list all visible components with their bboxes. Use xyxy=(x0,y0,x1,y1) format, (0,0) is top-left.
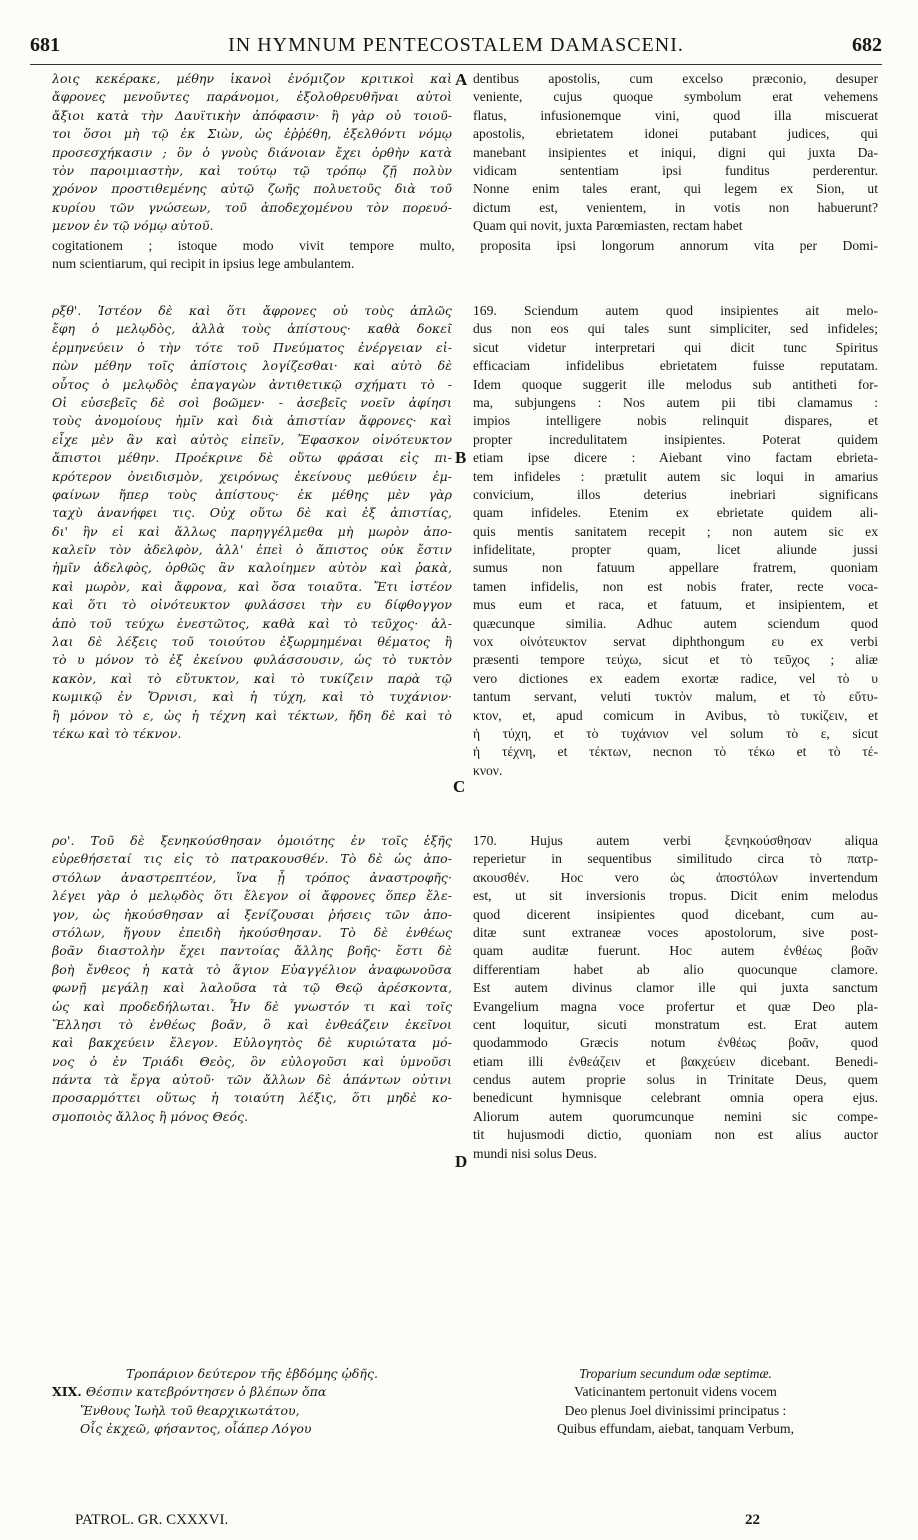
margin-marker-d: D xyxy=(455,1152,468,1171)
text-line: ρξθ'. Ἰστέον δὲ καὶ ὅτι ἄφρονες οὐ τοὺς ἁπλῶς xyxy=(52,303,452,318)
text-line: cendus autem proprie solus in Trinitate Deus, quem xyxy=(473,1072,878,1088)
text-line: præsenti tempore τεύχω, sicut et τὸ τεῦχος ; aliæ xyxy=(473,652,878,668)
latin-block-2 xyxy=(473,302,878,780)
text-line: mus eum et raca, et fatuum, et insipientem, et xyxy=(473,597,878,613)
text-line: κρότερον ὀνειδισμὸν, χειρόνως ἐκείνους μεθύειν ἐμ- xyxy=(52,468,452,484)
text-line: τέκω καὶ τὸ τέκνον. xyxy=(52,725,182,741)
text-line: tantum servant, veluti τυκτὸν malum, et τὸ εὔτυ- xyxy=(473,689,878,705)
text-line: quam auditæ fuerunt. Hoc autem ἐνθέως βοᾶν xyxy=(473,943,878,959)
text-line: ma, subjungens : Nos autem pii tibi clamamus : xyxy=(473,394,878,410)
text-line: τὸ υ μόνον τὸ ἐξ ἐκείνου φυλάσσουσιν, ὡς τὸ τυκτὸν xyxy=(52,652,452,668)
text-line: differentiam habet ab alio quocunque clamore. xyxy=(473,961,878,977)
text-line: δι' ἣν εἰ καὶ ἄλλως παρηγγέλμεθα μὴ μωρὸν ἀπο- xyxy=(52,523,452,539)
greek-block-3 xyxy=(52,832,452,1126)
text-line: προσαρμόττει οὕτως ἡ τοιαύτη λέξις, ὅτι μηδὲ κο- xyxy=(52,1090,452,1106)
margin-marker-b: B xyxy=(455,448,467,467)
text-line: Quam qui novit, juxta Parœmiasten, rectam habet xyxy=(473,218,743,234)
text-line: Est autem divinus clamor ille qui juxta sanctum xyxy=(473,980,878,996)
text-line: vero dictiones ex eadem exortæ radice, vel τὸ υ xyxy=(473,670,878,686)
text-line: προσεσχήκασιν ; ὃν ὁ γνοὺς διάνοιαν ἔχει ὀρθὴν κατὰ xyxy=(52,144,452,160)
text-line: Οἱ εὐσεβεῖς δὲ σοὶ βοῶμεν· - ἀσεβεῖς νοεῖν ἀφίησι xyxy=(52,394,452,410)
text-line: νος ὁ ἐν Τριάδι Θεὸς, ὃν εὐλογοῦσι καὶ ὑμνοῦσι xyxy=(52,1053,452,1069)
text-line: etiam illi ἐνθεάζειν et βακχεύειν dicebant. Benedi- xyxy=(473,1053,878,1069)
page-header xyxy=(30,34,882,65)
greek-hymn-heading: Τροπάριον δεύτερον τῆς ἑβδόμης ᾠδῆς. xyxy=(125,1366,379,1381)
text-line: καὶ μωρὸν, καὶ ἄφρονα, καὶ ὅσα τοιαῦτα. Ἔτι ἰστέον xyxy=(52,578,452,594)
text-line: κυρίου τῶν γνώσεων, τοῦ ἀποδεχομένου τὸν πορευό- xyxy=(52,199,452,215)
text-line: tamen infidelis, non est nobis frater, recte voca- xyxy=(473,578,878,594)
series-footer: PATROL. GR. CXXXVI. xyxy=(75,1512,229,1528)
text-line: λαι δὲ λέξεις τοῦ τοιούτου ἐξωρμημέναι θέματος ἢ xyxy=(52,634,452,650)
text-line: ἄπιστοι μέθην. Προέκρινε δὲ οὕτω φράσαι εἰς πι- xyxy=(52,450,452,466)
latin-hymn-line: Quibus effundam, aiebat, tanquam Verbum, xyxy=(557,1421,794,1437)
text-line: apostolis, ebrietatem idonei putabant judices, qui xyxy=(473,126,878,142)
right-page-number: 682 xyxy=(852,34,882,56)
text-line: ἄφρονες μενοῦντες παράνομοι, ἐξολοθρευθῆναι αὐτοὶ xyxy=(52,89,452,105)
text-line: est, ut sit inversionis tropus. Dicit enim melodus xyxy=(473,888,878,904)
text-line: 169. Sciendum autem quod insipientes ait melo- xyxy=(473,303,878,318)
greek-hymn-line: Οἷς ἐκχεῶ, φήσαντος, οἷάπερ Λόγου xyxy=(80,1421,312,1437)
latin-hymn-line: Vaticinantem pertonuit videns vocem xyxy=(574,1384,777,1400)
text-line: quod dicerent insipientes quod dicebant, cum au- xyxy=(473,906,878,922)
text-line: ἑρμηνεύειν ὁ τὴν τότε τοῦ Πνεύματος ἐνέργειαν εἰ- xyxy=(52,339,452,355)
text-line: Evangelium magna voce profertur et quæ Deo pla- xyxy=(473,998,878,1014)
text-line: quis mentis sanitatem recepit ; non autem sic ex xyxy=(473,523,878,539)
text-line: καὶ ὅτι τὸ οἰνότευκτον φυλάσσει τὴν ευ δίφθογγον xyxy=(52,597,452,613)
text-line: mundi nisi solus Deus. xyxy=(473,1145,597,1161)
text-line: convicium, illos deterius inebriari significans xyxy=(473,486,878,502)
text-line: impios intelligere nobis relinquit dispares, et xyxy=(473,413,878,429)
greek-block-1 xyxy=(52,70,452,236)
text-line: καὶ βακχεύειν ἔλεγον. Εὐλογητὸς δὲ κυριώτατα μό- xyxy=(52,1035,452,1051)
text-line: ἡ τύχη, et τὸ τυχάνιον vel solum τὸ ε, sicut xyxy=(473,725,878,741)
text-line: dentibus apostolis, cum excelso præconio, desuper xyxy=(473,71,878,86)
hymn-number: XIX. xyxy=(52,1384,82,1400)
text-line: σμοποιὸς ἄλλος ἢ μόνος Θεός. xyxy=(52,1108,249,1124)
text-line: Idem quoque suggerit ille melodus sub antitheti for- xyxy=(473,376,878,392)
text-line: ἡμῖν ἀδελφὸς, ὀρθῶς ἂν καλοίημεν αὐτὸν καὶ ῥακὰ, xyxy=(52,560,452,576)
text-line: ἔφη ὁ μελῳδὸς, ἀλλὰ τοὺς ἀπίστους· καθὰ δοκεῖ xyxy=(52,321,452,337)
text-line: κακὸν, καὶ τὸ εὔτυκτον, καὶ τὸ τυκίζειν παρὰ τῷ xyxy=(52,670,452,686)
text-line: manebant insipientes et iniqui, digni qui juxta Da- xyxy=(473,144,878,160)
text-line: ταχὺ ἀνανήφει τις. Οὐχ οὕτω δὲ καὶ ἐξ ἀπιστίας, xyxy=(52,505,452,521)
latin-hymn-block xyxy=(473,1365,878,1439)
text-line: κωμικῷ ἐν Ὄρνισι, καὶ ἡ τύχη, καὶ τὸ τυχάνιον· xyxy=(52,689,452,705)
text-line: λοις κεκέρακε, μέθην ἱκανοὶ ἐνόμιζον κριτικοὶ καὶ xyxy=(52,71,452,86)
text-line: benedicunt hymnisque celebrant omnia opera ejus. xyxy=(473,1090,878,1106)
text-line: vox οἰνότευκτον servat diphthongum ευ ex verbi xyxy=(473,634,878,650)
text-line: γον, ὡς ἠκούσθησαν αἱ ξενίζουσαι ῥήσεις τῶν ἀπο- xyxy=(52,906,452,922)
text-line: οὗτος ὁ μελῳδὸς ἐπαγαγὼν ἀντιθετικῷ σχήματι τὸ - xyxy=(52,376,452,392)
text-line: στόλων, ἤγουν ἐπειδὴ ἠκούσθησαν. Τὸ δὲ ἐνθέως xyxy=(52,924,452,940)
text-line: τὸν παροιμιαστὴν, καὶ τούτῳ τῷ τρόπῳ ζῇ πολὺν xyxy=(52,162,452,178)
greek-block-2 xyxy=(52,302,452,743)
text-line: εὑρεθήσεταί τις εἰς τὸ πατρακουσθέν. Τὸ δὲ ὡς ἀπο- xyxy=(52,851,452,867)
latin-hymn-heading: Troparium secundum odæ septimæ. xyxy=(579,1366,772,1381)
text-line: cent loquitur, sicuti monstratum est. Erat autem xyxy=(473,1016,878,1032)
text-line: τοι ὅσοι μὴ τῷ ἐκ Σιὼν, ὡς ἐῤῥέθη, ἐξελθόντι νόμῳ xyxy=(52,126,452,142)
full-width-block xyxy=(52,237,878,274)
text-line: Ἕλλησι τὸ ἐνθέως βοᾶν, ὃ καὶ ἐνθεάζειν ἐκεῖνοι xyxy=(52,1016,452,1032)
text-line: ακουσθέν. Hoc vero ὡς ἀποστόλων invertendum xyxy=(473,869,878,885)
text-line: quæcunque similia. Adhuc autem sciendum quod xyxy=(473,615,878,631)
text-line: propter incredulitatem insipientes. Poterat quidem xyxy=(473,431,878,447)
text-line: κτον, et, apud comicum in Avibus, τὸ τυκίζειν, et xyxy=(473,707,878,723)
text-line: βοὴ ἔνθεος ἡ κατὰ τὸ ἅγιον Εὐαγγέλιον ἀναφωνοῦσα xyxy=(52,961,452,977)
greek-hymn-line: Ἔνθους Ἰωὴλ τοῦ θεαρχικωτάτου, xyxy=(80,1402,300,1418)
text-line: κνον. xyxy=(473,762,503,778)
text-line: Nonne enim tales erant, qui legem ex Sion, ut xyxy=(473,181,878,197)
text-line: πὼν μέθην τοῖς ἀπίστοις λογίζεσθαι· καὶ αὐτὸ δὲ xyxy=(52,358,452,374)
running-title: IN HYMNUM PENTECOSTALEM DAMASCENI. xyxy=(228,34,684,56)
text-line: ὡς καὶ προδεδήλωται. Ἦν δὲ γνωστόν τι καὶ τοῖς xyxy=(52,998,452,1014)
text-line: sumus non fatuum appellare fratrem, quoniam xyxy=(473,560,878,576)
text-line: ditæ sunt extraneæ voces apostolorum, sive post- xyxy=(473,924,878,940)
text-line: etiam ipse dicere : Aiebant vino factam ebrieta- xyxy=(473,450,878,466)
text-line: vidicam sententiam ipsi funditus perderentur. xyxy=(473,162,878,178)
text-line: tit hujusmodi dictio, quoniam non est alius auctor xyxy=(473,1127,878,1143)
greek-hymn-line: XIX. Θέσπιν κατεβρόντησεν ὁ βλέπων ὄπα xyxy=(52,1384,327,1400)
text-line: φαίνων ἤπερ τοὺς ἀπίστους· ἐκ μέθης μὲν γὰρ xyxy=(52,486,452,502)
text-line: 170. Hujus autem verbi ξενηκούσθησαν aliqua xyxy=(473,833,878,848)
text-line: infidelitate, propter quam, licet aliunde jussi xyxy=(473,542,878,558)
text-line: ρο'. Τοῦ δὲ ξενηκούσθησαν ὁμοιότης ἐν τοῖς ἑξῆς xyxy=(52,833,452,848)
text-line: dictum est, venientem, in votis non habuerunt? xyxy=(473,199,878,215)
text-line: τοὺς ἀνομοίους ἡμῖν καὶ διὰ ἀπιστίαν ἄφρονες· καὶ xyxy=(52,413,452,429)
text-line: στόλων ἀναστρεπτέον, ἵνα ᾖ τρόπος ἀναστροφῆς· xyxy=(52,869,452,885)
text-line: καλεῖν τὸν ἀδελφὸν, ἀλλ' ἐπεὶ ὁ ἄπιστος οὐκ ἔστιν xyxy=(52,542,452,558)
margin-marker-a: A xyxy=(455,70,468,89)
text-line: reperietur in sequentibus similitudo circa τὸ πατρ- xyxy=(473,851,878,867)
text-line: Aliorum autem quorumcunque nemini sic compe- xyxy=(473,1108,878,1124)
left-page-number: 681 xyxy=(30,34,60,56)
text-line: ἄξιοι κατὰ τὴν Δαυϊτικὴν ἀπόφασιν· ἢ γὰρ οὐ τοιοῦ- xyxy=(52,107,452,123)
text-line: flatus, infusionemque vini, quod illa miscuerat xyxy=(473,107,878,123)
text-line: sicut videtur interpretari qui dicit tunc Spiritus xyxy=(473,339,878,355)
text-line: ἡ τέχνη, et τέκτων, necnon τὸ τέκω et τὸ τέ- xyxy=(473,744,878,760)
text-line: χρόνον προστιθεμένης αὐτῷ ζωῆς πολυετοῦς διὰ τοῦ xyxy=(52,181,452,197)
text-line: φωνῇ μεγάλῃ καὶ λαλοῦσα τὰ τῷ Θεῷ ἀρέσκοντα, xyxy=(52,980,452,996)
text-line: cogitationem ; istoque modo vivit tempore multo, proposita ipsi longorum annorum vita per Domi- xyxy=(52,238,878,253)
text-line: num scientiarum, qui recipit in ipsius lege ambulantem. xyxy=(52,256,355,272)
latin-hymn-line: Deo plenus Joel divinissimi principatus : xyxy=(564,1402,787,1418)
margin-marker-c: C xyxy=(453,777,466,796)
text-line: μενον ἐν τῷ νόμῳ αὐτοῦ. xyxy=(52,218,214,234)
text-line: εἶχε μὲν ἂν καὶ αὐτὸς εἰπεῖν, Ἔφασκον οἰνότευκτον xyxy=(52,431,452,447)
text-line: πάντα τὰ ἔργα αὐτοῦ· τῶν ἄλλων δὲ ἁπάντων οὐτινι xyxy=(52,1072,452,1088)
text-line: βοᾶν διαστολὴν ἔχει παντοίας ἄλλης βοῆς· ἔστι δὲ xyxy=(52,943,452,959)
text-line: quodammodo Græcis notum ἐνθέως βοᾶν, quod xyxy=(473,1035,878,1051)
text-line: tem infideles : prætulit autem sic loqui in amarius xyxy=(473,468,878,484)
text-line: ἢ μόνον τὸ ε, ὡς ἡ τέχνη καὶ τέκτων, ἤδη δὲ καὶ τὸ xyxy=(52,707,452,723)
latin-block-3 xyxy=(473,832,878,1163)
signature-number: 22 xyxy=(745,1512,760,1528)
text-line: dus non eos qui tales sunt simpliciter, sed infideles; xyxy=(473,321,878,337)
text-line: λέγει γὰρ ὁ μελῳδὸς ὅτι ἔλεγον οἱ ἄφρονες ὅπερ ἔλε- xyxy=(52,888,452,904)
latin-block-1 xyxy=(473,70,878,236)
greek-hymn-block xyxy=(52,1365,452,1439)
text-line: efficaciam infidelibus ebrietatem fuisse reputatam. xyxy=(473,358,878,374)
text-line: ἀπὸ τοῦ τεύχω ἐνεστῶτος, καθὰ καὶ τὸ τεῦχος· ἀλ- xyxy=(52,615,452,631)
text-line: veniente, cujus quoque symbolum erat vehemens xyxy=(473,89,878,105)
text-line: quam infideles. Etenim ex ebrietate quidem ali- xyxy=(473,505,878,521)
